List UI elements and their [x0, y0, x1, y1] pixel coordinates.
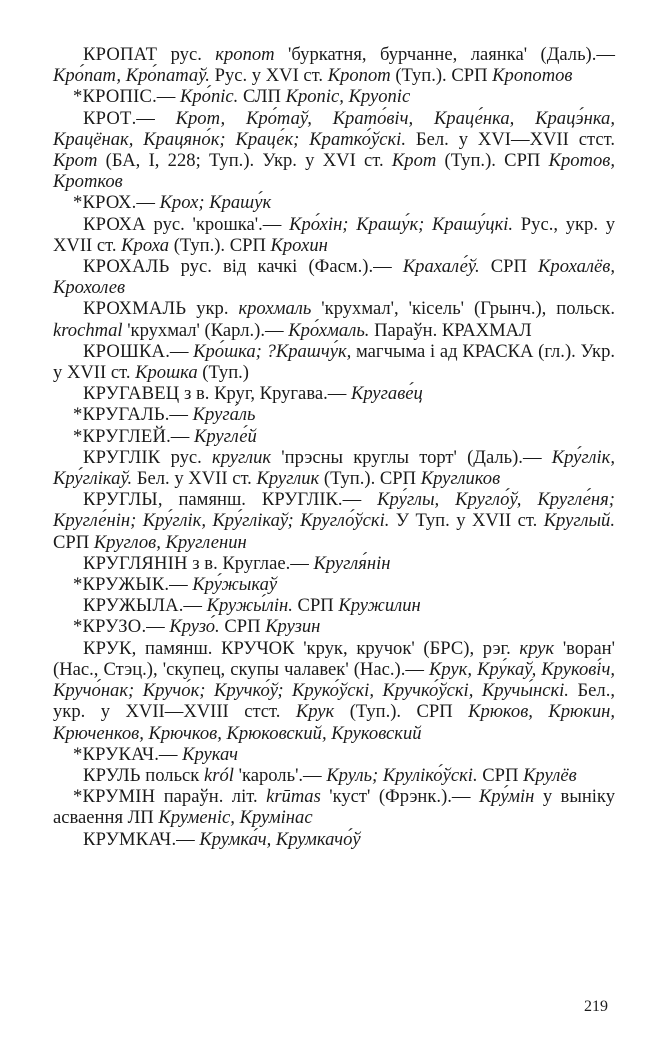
dictionary-entry [53, 383, 615, 404]
entry-italic-text: Кругля́нін [313, 552, 391, 574]
entry-italic-text: крук [519, 637, 555, 659]
entry-text: (Туп.) [197, 362, 250, 384]
entry-italic-text: кропот [215, 44, 275, 65]
entry-text: 'воран' (Нас., Стэц.), 'скупец, скупы чалавек' (Нас.).— [53, 637, 615, 680]
entry-text: .— [166, 425, 194, 447]
dictionary-entry [53, 86, 615, 107]
entry-headword: *КРУГЛЕЙ [73, 425, 167, 447]
entry-text: СРП [292, 595, 339, 617]
entry-headword: КРОШКА [83, 340, 166, 362]
entry-italic-text: Кру́мін [478, 786, 535, 808]
entry-text: СРП [53, 531, 94, 553]
entry-text: .— [164, 574, 193, 596]
dictionary-entry [53, 256, 615, 298]
dictionary-entry [53, 214, 615, 256]
entry-text: .— [131, 192, 160, 214]
dictionary-entry [53, 616, 615, 637]
entry-italic-text: Крук, Кру́каў, Крукові́ч, Кручо́нак; Кручо́к; Кручко́ў; Круко́ўскі, Кручко́ўскі, Кручы́нскі. [53, 658, 615, 702]
entry-italic-text: Круглик [256, 468, 320, 490]
entry-text: Параўн. КРАХМАЛ [369, 319, 532, 341]
entry-text: (Туп.). СРП [334, 701, 469, 723]
entry-italic-text: Кропот [327, 65, 391, 87]
entry-headword: *КРУЖЫК [73, 574, 165, 596]
entry-headword: КРУМКАЧ [83, 828, 172, 850]
entry-italic-text: Кружы́лін. [206, 595, 293, 617]
entry-text: рус. від качкі (Фасм.).— [169, 256, 403, 278]
entry-italic-text: Крулёв [523, 764, 577, 786]
dictionary-entry [53, 829, 615, 850]
entry-italic-text: Кро́шка; ?Крашчу́к, [193, 340, 352, 362]
entry-italic-text: Крохалёв, Крохолев [53, 256, 616, 299]
entry-italic-text: Круглов, Кругленин [93, 531, 247, 553]
entry-italic-text: krūmas [266, 786, 321, 808]
dictionary-entry [53, 553, 615, 574]
entry-headword: КРОПАТ [83, 44, 158, 65]
entry-italic-text: Кругликов [420, 468, 501, 490]
entry-text: 'буркатня, бурчанне, лаянка' (Даль).— [274, 44, 615, 65]
dictionary-entry [53, 108, 615, 193]
entry-text: магчыма і ад КРАСКА (гл.). Укр. у XVII ст. [53, 340, 616, 384]
entry-italic-text: Кругле́й [193, 425, 257, 447]
entry-headword: *КРУКАЧ [73, 743, 155, 765]
entry-text: СРП [479, 256, 539, 278]
entry-text: , памянш. КРУЧОК 'крук, кручок' (БРС), рэг. [131, 637, 520, 659]
entry-text: 'кароль'.— [233, 764, 327, 786]
dictionary-entry [53, 574, 615, 595]
entry-italic-text: krochmal [53, 319, 123, 341]
entry-text: .— [178, 595, 207, 617]
entry-text: укр. [186, 298, 239, 320]
entry-text: (БА, I, 228; Туп.). Укр. у XVI ст. [97, 150, 392, 172]
entry-text: (Туп.). СРП [319, 468, 421, 490]
entry-text: У Туп. у XVII ст. [389, 510, 544, 532]
entry-text: (Туп.). СРП [169, 234, 271, 256]
entry-headword: КРУГАВЕЦ [83, 383, 180, 405]
entry-text: Бел. у XVI—XVII стст. [405, 128, 615, 150]
entry-italic-text: Крузин [265, 616, 321, 638]
entry-italic-text: Круль; Круліко́ўскі. [326, 764, 478, 786]
entry-italic-text: Крошка [135, 362, 198, 384]
entry-text: .— [152, 86, 181, 108]
entry-italic-text: Крахале́ў. [402, 256, 480, 278]
entry-headword: КРУЛЬ [83, 764, 141, 786]
entry-text: 'куст' (Фрэнк.).— [320, 786, 479, 808]
entry-italic-text: Крузо́. [169, 616, 220, 638]
dictionary-entry [53, 426, 615, 447]
entry-italic-text: Крумка́ч, Крумкачо́ў [199, 828, 361, 850]
entry-text: .— [164, 404, 193, 426]
entry-text: у выніку асваення ЛП [53, 786, 615, 829]
entry-headword: *КРОХ [73, 192, 132, 214]
entry-headword: КРОХАЛЬ [83, 256, 170, 278]
entry-text: рус. 'крошка'.— [145, 213, 290, 235]
entry-headword: КРУЖЫЛА [83, 595, 179, 617]
entry-headword: КРОХА [83, 213, 146, 235]
entry-italic-text: Крукач [182, 743, 238, 765]
entry-text: параўн. літ. [155, 786, 267, 808]
entry-text: польск [140, 764, 204, 786]
entry-italic-text: Кро́хін; Крашу́к; Крашу́цкі. [289, 213, 514, 235]
entry-text: Бел. у XVII ст. [132, 468, 257, 490]
entry-text: 'прэсны круглы торт' (Даль).— [271, 446, 552, 468]
entry-italic-text: Крох; Крашу́к [159, 192, 272, 214]
entry-text: , памянш. КРУГЛІК.— [157, 489, 378, 511]
entry-italic-text: Кропіс, Круопіс [285, 86, 411, 108]
entry-text: (Туп.). СРП [436, 150, 549, 172]
entry-headword: КРУГЛЫ [83, 489, 158, 511]
entry-italic-text: Круга́ль [192, 404, 256, 426]
dictionary-entry [53, 744, 615, 765]
dictionary-entry [53, 786, 615, 828]
dictionary-entry [53, 595, 615, 616]
entry-text: Рус., укр. у XVII ст. [53, 213, 615, 256]
entry-text: СРП [219, 616, 266, 638]
entry-text: .— [154, 743, 183, 765]
entry-italic-text: Кругаве́ц [351, 383, 423, 405]
entry-headword: *КРУМІН [73, 786, 156, 808]
entry-headword: *КРУЗО [73, 616, 142, 638]
dictionary-entry [53, 638, 615, 744]
entry-italic-text: Кружилин [338, 595, 421, 617]
page-number: 219 [584, 998, 608, 1015]
entry-headword: КРУГЛІК [83, 446, 161, 468]
entry-text: 'крухмал' (Карл.).— [122, 319, 289, 341]
dictionary-entry [53, 489, 615, 553]
entry-italic-text: Крук [295, 701, 335, 723]
entry-italic-text: Крот, Кро́таў, Крато́віч, Краце́нка, Крацэ́нка, Крацёнак, Крацяно́к; Краце́к; Кратко́ўскі. [53, 107, 616, 150]
entry-headword: КРУГЛЯНІН [83, 552, 188, 574]
entry-italic-text: Кро́піс. [180, 86, 239, 108]
entry-italic-text: Кро́хмаль. [288, 319, 370, 341]
entry-italic-text: крохмаль [238, 298, 312, 320]
entry-headword: КРУК [83, 637, 132, 659]
entry-italic-text: Крот [53, 150, 98, 172]
entry-text: Бел., укр. у XVII—XVIII стст. [53, 680, 615, 723]
entry-italic-text: Круменіс, Крумінас [158, 807, 313, 829]
entry-italic-text: Кропотов [492, 65, 573, 87]
entry-text: СЛП [238, 86, 286, 108]
dictionary-entry [53, 404, 615, 425]
entry-text: з в. Круг, Кругава.— [179, 383, 351, 405]
entry-italic-text: Кру́жыкаў [192, 574, 278, 596]
dictionary-entry [53, 298, 615, 340]
dictionary-entry [53, 765, 615, 786]
dictionary-entry [53, 447, 615, 489]
entry-italic-text: Крюков, Крюкин, Крюченков, Крючков, Крюковский, Круковский [53, 701, 616, 744]
entry-text: рус. [160, 446, 212, 468]
entry-italic-text: Крохин [270, 234, 328, 256]
entry-text: .— [165, 340, 194, 362]
entry-text: .— [171, 828, 200, 850]
entry-headword: *КРОПІС [73, 86, 153, 108]
entry-text: СРП [477, 764, 524, 786]
entry-italic-text: Крот [391, 150, 437, 172]
entry-headword: КРОТ [83, 107, 132, 129]
entry-text: Рус. у XVI ст. [209, 65, 328, 87]
entry-text: 'крухмал', 'кісель' (Грынч.), польск. [311, 298, 615, 320]
entry-italic-text: król [204, 764, 234, 786]
dictionary-page [53, 44, 615, 850]
entry-italic-text: Кру́глы, Кругло́ў, Кругле́ня; Кругле́нін; Кру́глік, Кру́глікаў; Кругло́ўскі. [53, 489, 615, 532]
dictionary-entry [53, 44, 615, 86]
entry-italic-text: круглик [212, 446, 272, 468]
entry-text: .— [141, 616, 170, 638]
entry-headword: *КРУГАЛЬ [73, 404, 165, 426]
entry-italic-text: Кро́пат, Кро́патаў. [53, 65, 210, 87]
dictionary-entry [53, 192, 615, 213]
entry-text: (Туп.). СРП [390, 65, 493, 87]
entry-italic-text: Кротов, Кротков [53, 150, 615, 193]
entry-italic-text: Кру́глік, Кру́глікаў. [53, 446, 615, 490]
entry-text: з в. Круглае.— [187, 552, 314, 574]
entry-headword: КРОХМАЛЬ [83, 298, 187, 320]
entry-text: .— [131, 107, 176, 129]
entry-text: рус. [157, 44, 216, 65]
entry-italic-text: Круглый. [543, 510, 615, 532]
dictionary-entry [53, 341, 615, 383]
entry-italic-text: Кроха [121, 234, 170, 256]
